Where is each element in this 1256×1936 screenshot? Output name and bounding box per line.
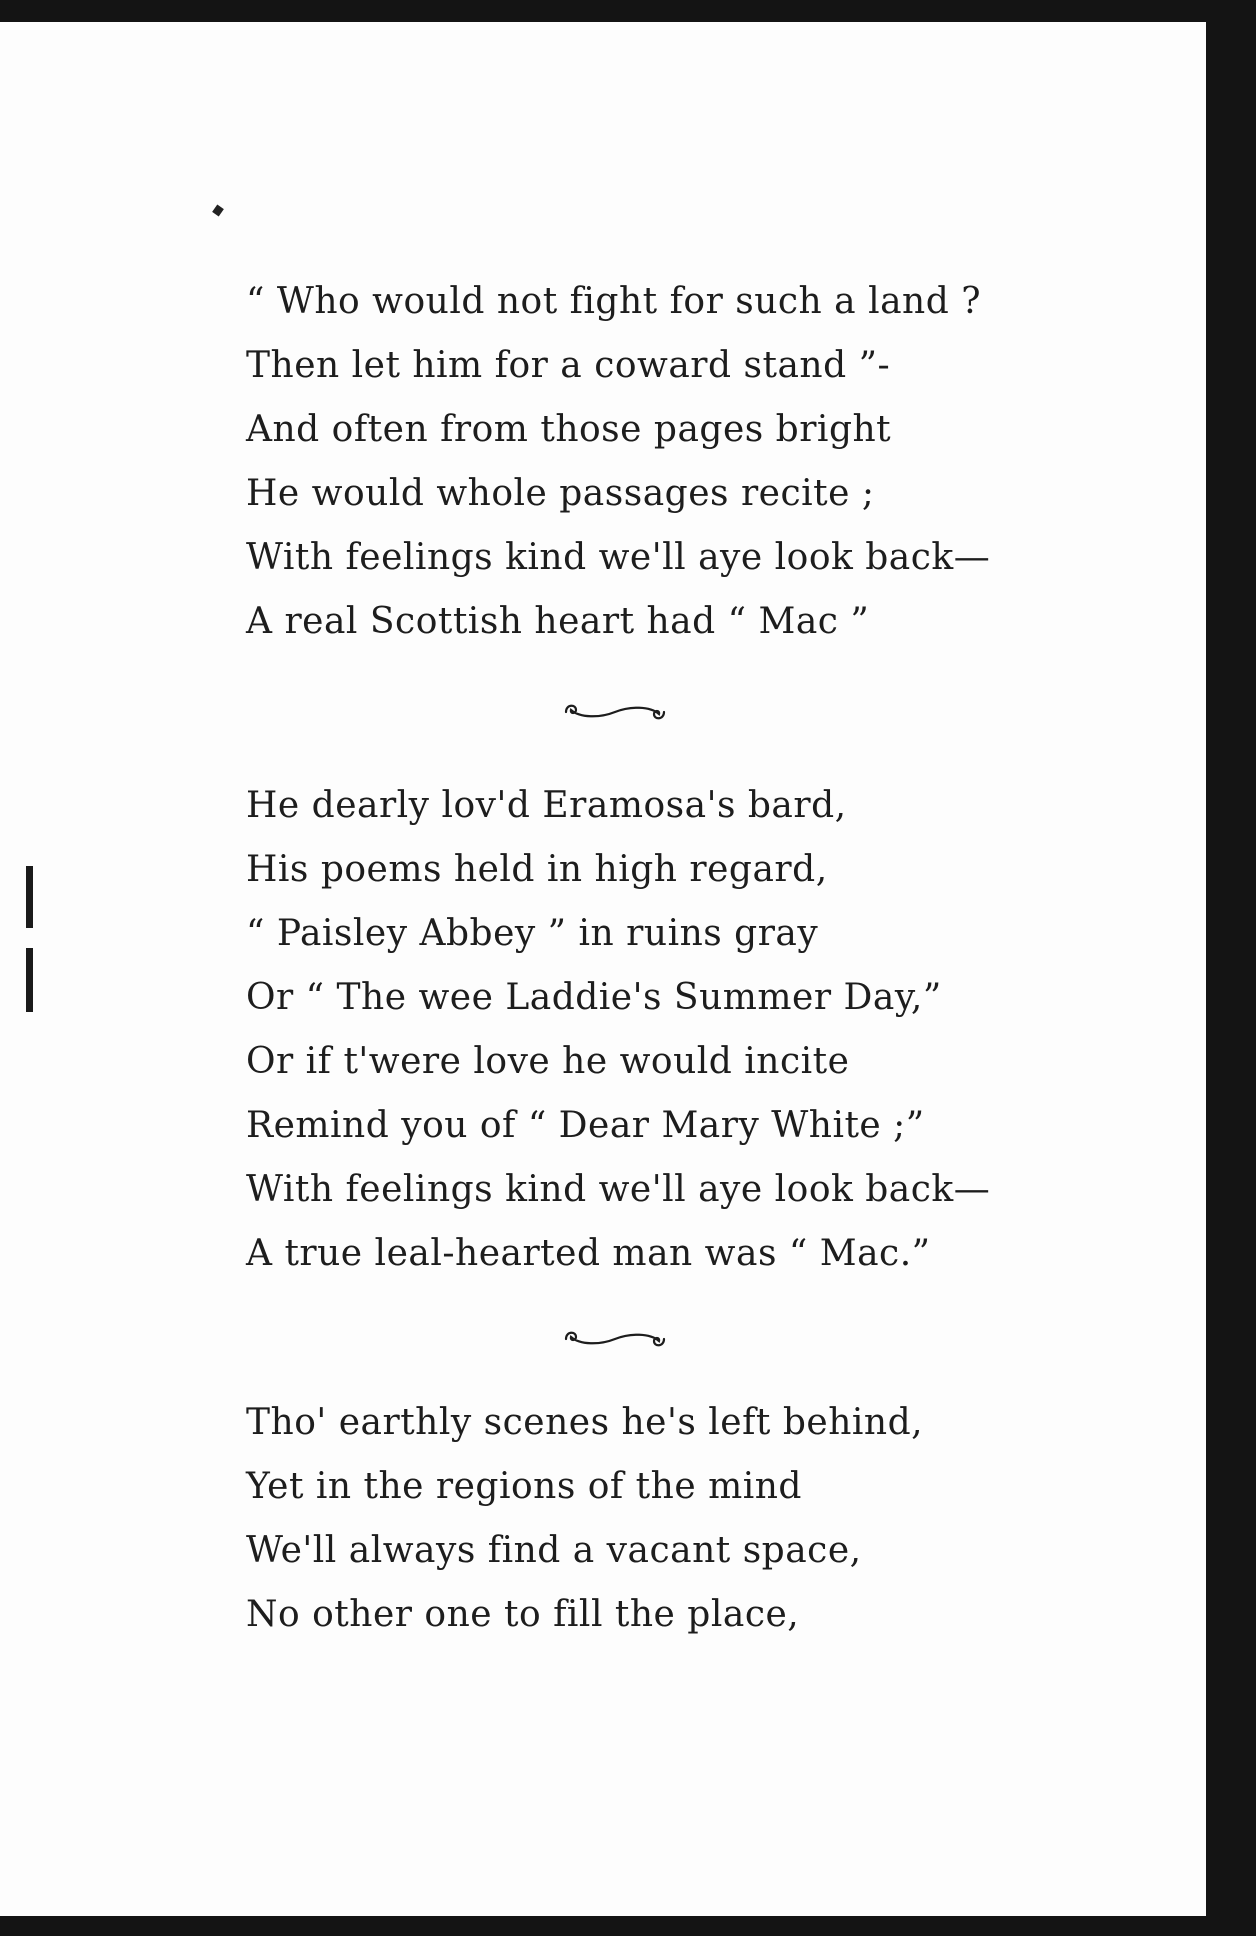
verse-line: Or “ The wee Laddie's Summer Day,” [246, 977, 942, 1018]
verse-line: No other one to fill the place, [246, 1594, 800, 1635]
verse-line: Then let him for a coward stand ”- [246, 345, 891, 386]
verse-line: “ Who would not fight for such a land ? [246, 281, 982, 322]
verse-line: A real Scottish heart had “ Mac ” [246, 601, 870, 642]
verse-line: We'll always find a vacant space, [246, 1530, 862, 1571]
verse-line: Remind you of “ Dear Mary White ;” [246, 1105, 925, 1146]
verse-line: His poems held in high regard, [246, 849, 828, 890]
verse-line: With feelings kind we'll aye look back— [246, 537, 991, 578]
verse-line: With feelings kind we'll aye look back— [246, 1169, 991, 1210]
stanza-1 [246, 270, 990, 654]
verse-line: Tho' earthly scenes he's left behind, [246, 1402, 924, 1443]
margin-rule-top [26, 866, 33, 928]
flourish-divider-icon [560, 1325, 670, 1353]
stanza-3 [246, 1391, 923, 1647]
stanza-2 [246, 774, 990, 1286]
flourish-divider-icon [560, 698, 670, 726]
verse-line: Or if t'were love he would incite [246, 1041, 850, 1082]
verse-line: Yet in the regions of the mind [246, 1466, 802, 1507]
verse-line: He would whole passages recite ; [246, 473, 875, 514]
verse-line: He dearly lov'd Eramosa's bard, [246, 785, 847, 826]
margin-rule-bottom [26, 948, 33, 1012]
verse-line: And often from those pages bright [246, 409, 892, 450]
verse-line: “ Paisley Abbey ” in ruins gray [246, 913, 819, 954]
verse-line: A true leal-hearted man was “ Mac.” [246, 1233, 931, 1274]
